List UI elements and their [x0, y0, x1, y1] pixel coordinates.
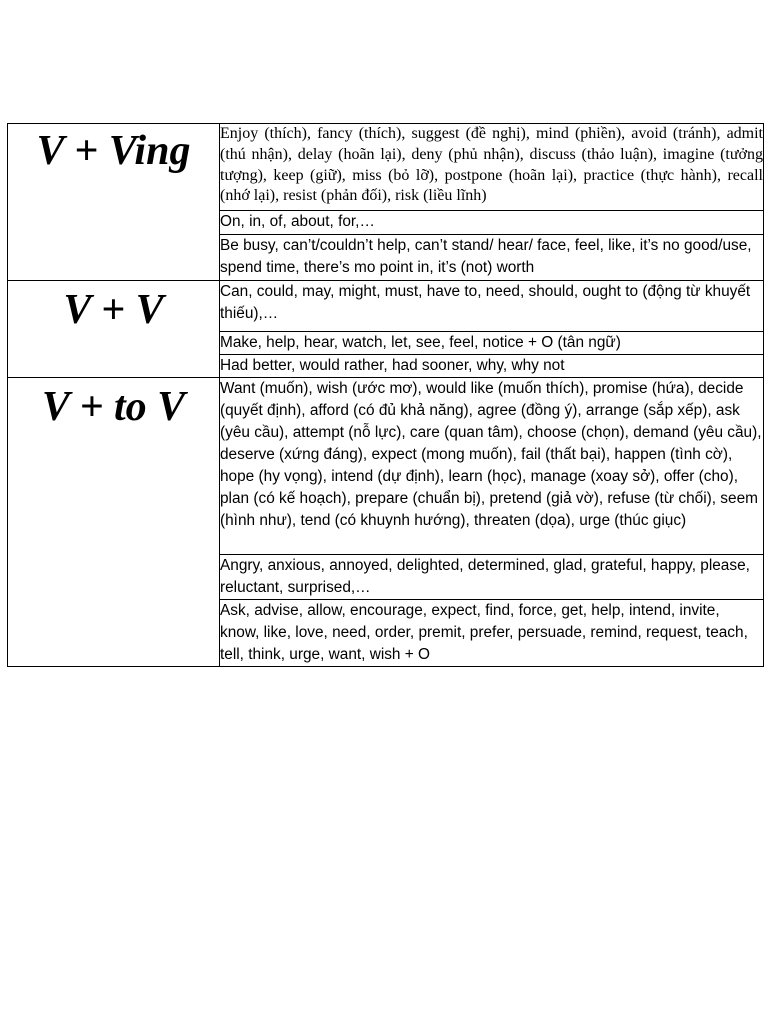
- cell-text: Be busy, can’t/couldn’t help, can’t stand/ hear/ face, feel, like, it’s no good/use, spend time, there’s mo point in, it’s (not) worth: [220, 236, 752, 276]
- table-row: [8, 378, 764, 555]
- v-ving-expressions-cell: [220, 234, 764, 280]
- pattern-heading-v-v: [8, 281, 220, 378]
- v-to-v-adjectives-cell: [220, 555, 764, 600]
- cell-text: Angry, anxious, annoyed, delighted, determined, glad, grateful, happy, please, reluctant, surprised,…: [220, 557, 750, 596]
- cell-text: On, in, of, about, for,…: [220, 212, 375, 230]
- cell-text: Can, could, may, might, must, have to, need, should, ought to (động từ khuyết thiếu),…: [220, 283, 751, 322]
- pattern-heading-v-to-v: [8, 378, 220, 667]
- v-ving-verbs-cell: [220, 124, 764, 211]
- cell-text: Make, help, hear, watch, let, see, feel, notice + O (tân ngữ): [220, 334, 621, 351]
- cell-text: Ask, advise, allow, encourage, expect, find, force, get, help, intend, invite, know, like, love, need, order, premit, prefer, persuade, remind, request, teach, tell, think, urge, want, wish + O: [220, 602, 748, 663]
- pattern-heading-v-ving: [8, 124, 220, 281]
- heading-text: V + Ving: [36, 128, 191, 174]
- cell-text: Enjoy (thích), fancy (thích), suggest (đề nghị), mind (phiền), avoid (tránh), admit (thú nhận), delay (hoãn lại), deny (phủ nhận), discuss (thảo luận), imagine (tưởng tượng), keep (giữ), miss (bỏ lỡ), postpone (hoãn lại), practice (thực hành), recall (nhớ lại), resist (phản đối), risk (liều lĩnh): [220, 125, 763, 205]
- v-v-expressions-cell: [220, 355, 764, 378]
- v-v-perception-cell: [220, 332, 764, 355]
- heading-text: V + to V: [41, 384, 186, 430]
- cell-text: Want (muốn), wish (ước mơ), would like (muốn thích), promise (hứa), decide (quyết định), afford (có đủ khả năng), agree (đồng ý), arrange (sắp xếp), ask (yêu cầu), attempt (nỗ lực), care (quan tâm), choose (chọn), demand (yêu cầu), deserve (xứng đáng), expect (mong muốn), fail (thất bại), happen (tình cờ), hope (hy vọng), intend (dự định), learn (học), manage (xoay sở), offer (cho), plan (có kế hoạch), prepare (chuẩn bị), pretend (giả vờ), refuse (từ chối), seem (hình như), tend (có khuynh hướng), threaten (dọa), urge (thúc giục): [220, 380, 762, 529]
- verb-pattern-table: [7, 123, 764, 667]
- heading-text: V + V: [63, 287, 164, 333]
- table-row: [8, 281, 764, 332]
- table-row: [8, 124, 764, 211]
- v-to-v-verbs-cell: [220, 378, 764, 555]
- v-ving-prepositions-cell: [220, 210, 764, 234]
- v-to-v-object-verbs-cell: [220, 600, 764, 667]
- v-v-modals-cell: [220, 281, 764, 332]
- cell-text: Had better, would rather, had sooner, why, why not: [220, 357, 565, 374]
